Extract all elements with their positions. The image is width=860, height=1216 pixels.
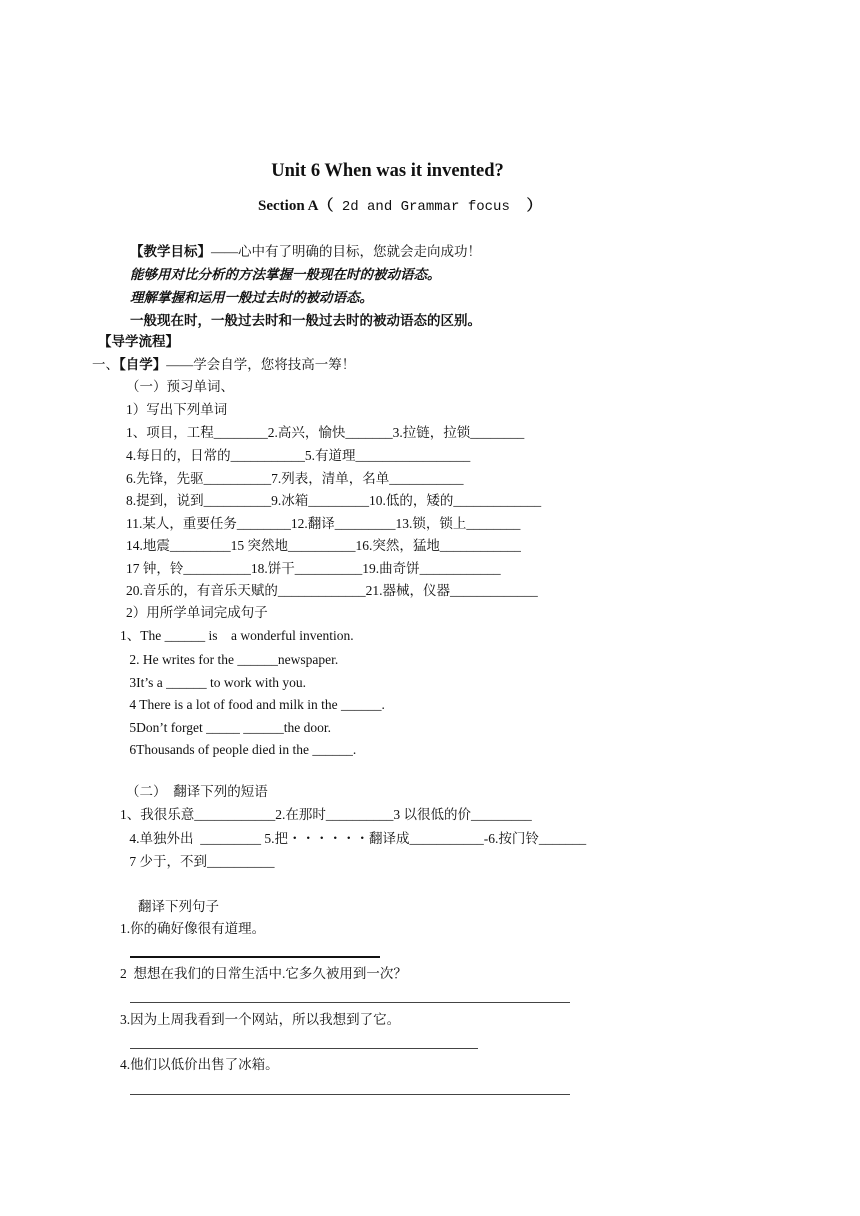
phrase-line: 4.单独外出 _________ 5.把・・・・・・翻译成___________-6.按门铃_______	[126, 831, 587, 846]
part1-q1-title: 1）写出下列单词	[126, 402, 228, 417]
word-line: 11.某人，重要任务________12.翻译_________13.锁，锁上________	[126, 516, 521, 531]
goal-line-2: 理解掌握和运用一般过去时的被动语态。	[130, 290, 373, 305]
flow-heading: 【导学流程】	[98, 334, 179, 349]
part3-title: 翻译下列句子	[138, 899, 219, 914]
word-line: 14.地震_________15 突然地__________16.突然，猛地____________	[126, 538, 521, 553]
word-line: 4.每日的，日常的___________5.有道理_________________	[126, 448, 471, 463]
answer-line	[130, 1002, 570, 1003]
sentence-line: 4 There is a lot of food and milk in the ______.	[126, 697, 385, 712]
answer-line	[130, 1094, 570, 1095]
translate-sentence: 3.因为上周我看到一个网站，所以我想到了它。	[120, 1012, 401, 1027]
sentence-line: 1、The ______ is a wonderful invention.	[120, 628, 354, 643]
word-line: 6.先锋，先驱__________7.列表，清单，名单___________	[126, 471, 464, 486]
phrase-line: 1、我很乐意____________2.在那时__________3 以很低的价_________	[120, 807, 532, 822]
self-study-line	[92, 356, 355, 374]
goal-line-3: 一般现在时，一般过去时和一般过去时的被动语态的区别。	[130, 313, 481, 328]
sentence-line: 6Thousands of people died in the ______.	[126, 742, 357, 757]
page-title: Unit 6 When was it invented?	[271, 161, 504, 181]
part1-q2-title: 2）用所学单词完成句子	[126, 605, 268, 620]
answer-line	[130, 956, 380, 958]
word-line: 1、项目，工程________2.高兴，愉快_______3.拉链，拉锁________	[126, 425, 525, 440]
part2-title: （二） 翻译下列的短语	[126, 784, 268, 799]
translate-sentence: 4.他们以低价出售了冰箱。	[120, 1057, 279, 1072]
goals-heading: 【教学目标】	[130, 244, 211, 259]
section-suffix: ）	[526, 198, 542, 214]
phrase-line: 7 少于，不到__________	[126, 854, 275, 869]
goals-heading-line	[130, 243, 481, 261]
self-study-prefix: 一、	[92, 357, 119, 372]
translate-sentence: 2 想想在我们的日常生活中.它多久被用到一次？	[120, 966, 407, 981]
part1-title: （一）预习单词、	[126, 379, 234, 394]
sentence-line: 2. He writes for the ______newspaper.	[126, 652, 339, 667]
section-subtitle	[258, 197, 542, 216]
word-line: 17 钟，铃__________18.饼干__________19.曲奇饼____________	[126, 561, 501, 576]
section-prefix: Section A（	[258, 198, 334, 214]
goal-line-1: 能够用对比分析的方法掌握一般现在时的被动语态。	[130, 267, 441, 282]
goals-heading-rest: ——心中有了明确的目标，您就会走向成功！	[211, 244, 481, 259]
sentence-line: 3It’s a ______ to work with you.	[126, 675, 306, 690]
section-topic: 2d and Grammar focus	[333, 199, 527, 215]
self-study-rest: ——学会自学，您将技高一筹！	[166, 357, 356, 372]
answer-line	[130, 1048, 478, 1049]
word-line: 20.音乐的，有音乐天赋的_____________21.器械，仪器_____________	[126, 583, 538, 598]
translate-sentence: 1.你的确好像很有道理。	[120, 921, 266, 936]
sentence-line: 5Don’t forget _____ ______the door.	[126, 720, 331, 735]
self-study-label: 【自学】	[119, 357, 167, 372]
word-line: 8.提到，说到__________9.冰箱_________10.低的，矮的_____________	[126, 493, 542, 508]
